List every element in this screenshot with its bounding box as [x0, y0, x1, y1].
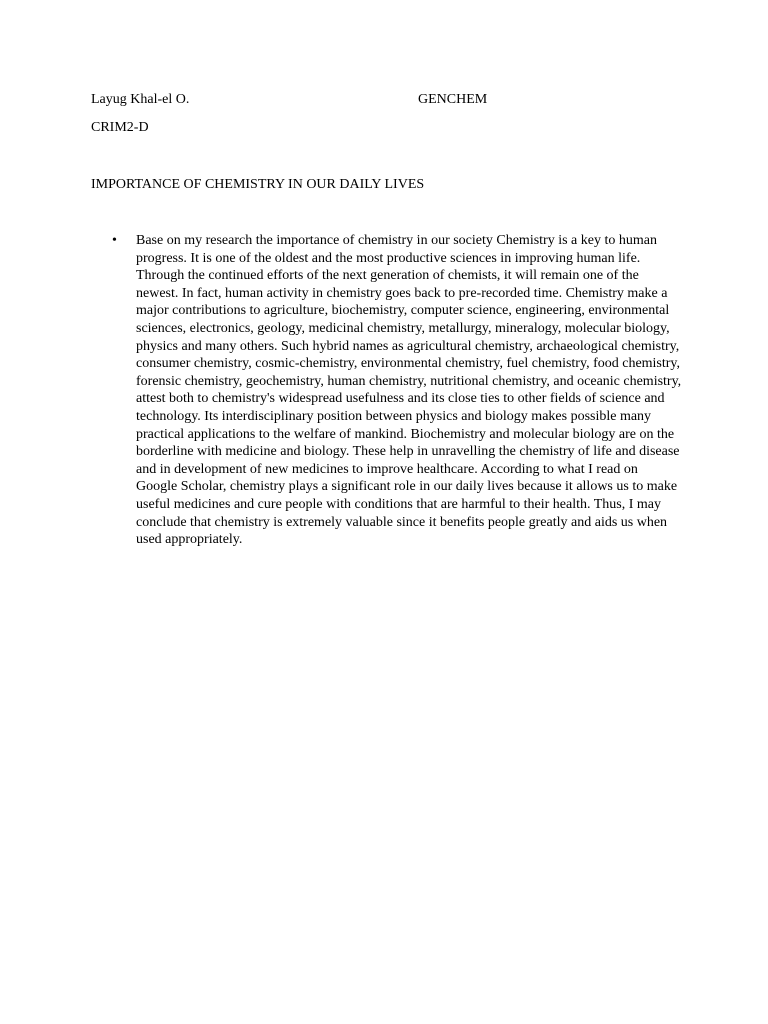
bullet-marker: • [112, 233, 117, 248]
body-paragraph: Base on my research the importance of chemistry in our society Chemistry is a key to human progress. It is one of the oldest and the most productive sciences in improving human life. Through the continued efforts of the next generation of chemists, it will remain one of the newest. In fact, human activity in chemistry goes back to pre-recorded time. Chemistry make a major contributions to agriculture, biochemistry, computer science, engineering, environmental sciences, electronics, geology, medicinal chemistry, metallurgy, mineralogy, molecular biology, physics and many others. Such hybrid names as agricultural chemistry, archaeological chemistry, consumer chemistry, cosmic-chemistry, environmental chemistry, fuel chemistry, food chemistry, forensic chemistry, geochemistry, human chemistry, nutritional chemistry, and oceanic chemistry, attest both to chemistry's widespread usefulness and its close ties to other fields of science and technology. Its interdisciplinary position between physics and biology makes possible many practical applications to the welfare of mankind. Biochemistry and molecular biology are on the borderline with medicine and biology. These help in unravelling the chemistry of life and disease and in development of new medicines to improve healthcare. According to what I read on Google Scholar, chemistry plays a significant role in our daily lives because it allows us to make useful medicines and cure people with conditions that are harmful to their health. Thus, I may conclude that chemistry is extremely valuable since it benefits people greatly and aids us when used appropriately. [136, 233, 682, 548]
author-name: Layug Khal-el O. [91, 92, 190, 107]
document-title: IMPORTANCE OF CHEMISTRY IN OUR DAILY LIVES [91, 177, 425, 192]
subject-name: GENCHEM [418, 92, 488, 107]
document-header [91, 92, 691, 112]
class-section: CRIM2-D [91, 120, 149, 135]
